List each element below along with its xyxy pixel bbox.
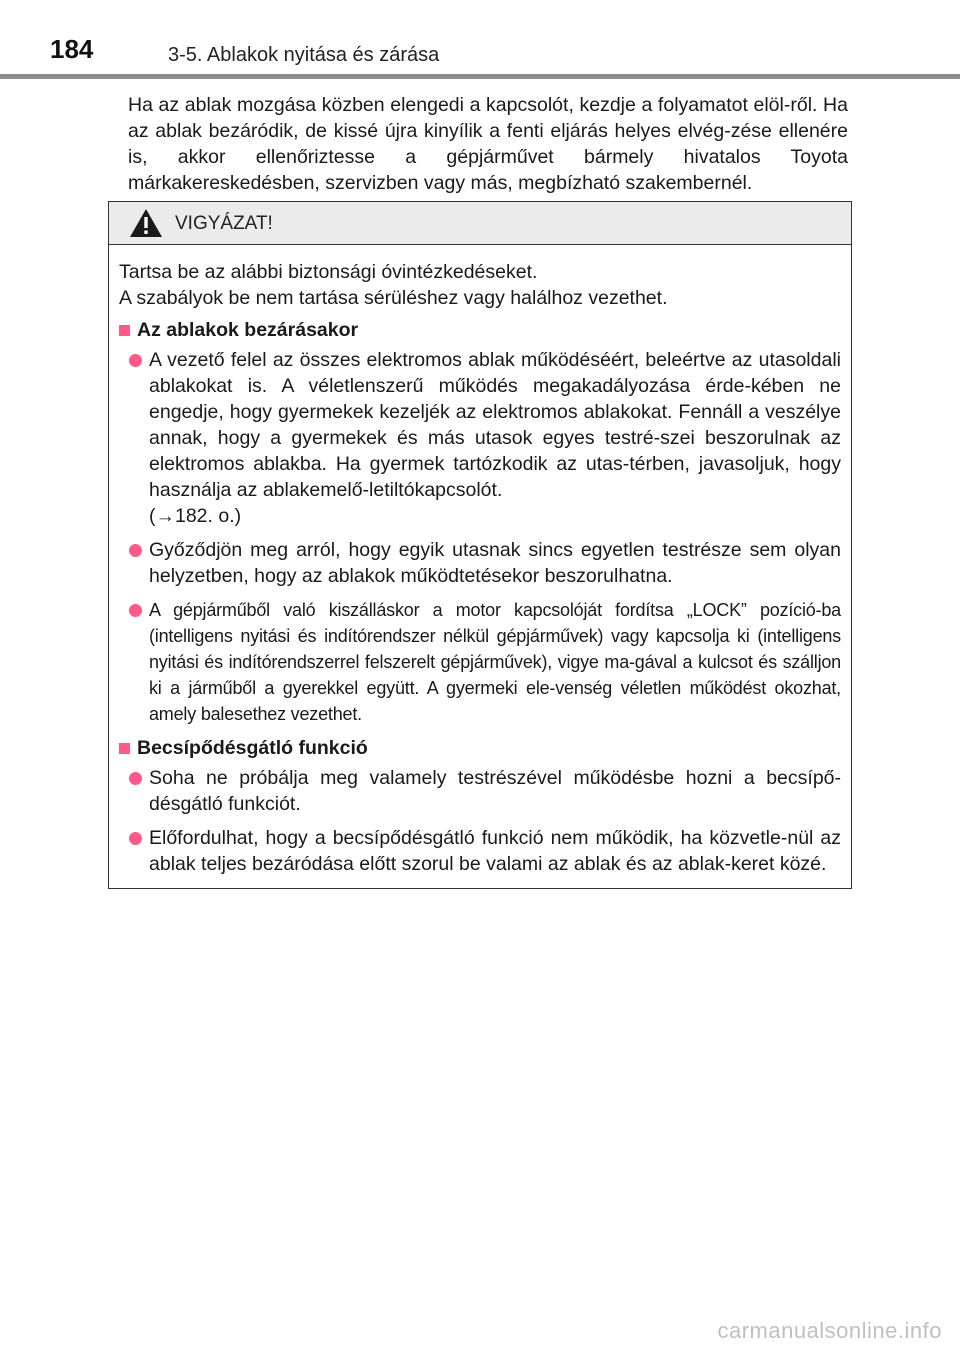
list-item-text: Győződjön meg arról, hogy egyik utasnak sincs egyetlen testrésze sem olyan helyzetben, hogy az ablakok működtetésekor beszorulhatna. bbox=[149, 539, 841, 587]
list-item bbox=[119, 825, 841, 877]
warning-box bbox=[108, 201, 852, 889]
list-item-text: A vezető felel az összes elektromos ablak működéséért, beleértve az utasoldali ablakokat is. A véletlenszerű működés megakadályozása érde-kében ne engedje, hogy gyermekek kezeljék az elektromos ablakokat. Fennáll a veszélye annak, hogy a gyermekek és más utasok egyes testré-szei beszorulnak az elektromos ablakba. Ha gyermek tartózkodik az utas-térben, javasoljuk, hogy használja az ablakemelő-letiltókapcsolót. bbox=[149, 349, 841, 501]
warning-header bbox=[109, 202, 851, 245]
section-heading bbox=[119, 317, 841, 343]
list-item bbox=[119, 537, 841, 589]
warning-title: VIGYÁZAT! bbox=[175, 213, 273, 234]
section-heading bbox=[119, 735, 841, 761]
round-bullet-icon bbox=[129, 832, 142, 845]
list-item bbox=[119, 347, 841, 529]
round-bullet-icon bbox=[129, 604, 142, 617]
section-title: 3-5. Ablakok nyitása és zárása bbox=[168, 44, 440, 66]
square-bullet-icon bbox=[119, 325, 130, 336]
warning-intro-line: Tartsa be az alábbi biztonsági óvintézkedéseket. bbox=[119, 261, 538, 283]
section-heading-text: Az ablakok bezárásakor bbox=[137, 319, 359, 341]
page-reference: (→182. o.) bbox=[149, 505, 242, 527]
watermark: carmanualsonline.info bbox=[717, 1318, 942, 1343]
page-number: 184 bbox=[50, 34, 94, 64]
round-bullet-icon bbox=[129, 354, 142, 367]
list-item bbox=[119, 765, 841, 817]
list-item bbox=[119, 597, 841, 727]
round-bullet-icon bbox=[129, 544, 142, 557]
section-heading-text: Becsípődésgátló funkció bbox=[137, 737, 368, 759]
warning-triangle-icon bbox=[129, 208, 163, 238]
list-item-text: A gépjárműből való kiszálláskor a motor kapcsolóját fordítsa „LOCK” pozíció-ba (intelligens nyitási és indítórendszer nélkül gépjárművek) vagy kapcsolja ki (intelligens nyitási és indítórendszerrel felszerelt gépjárművek), vigye ma-gával a kulcsot és szálljon ki a járműből a gyerekkel együtt. A gyermeki ele-venség véletlen működést okozhat, amely balesethez vezethet. bbox=[149, 600, 841, 724]
header-rule bbox=[0, 74, 960, 79]
intro-paragraph: Ha az ablak mozgása közben elengedi a kapcsolót, kezdje a folyamatot elöl-ről. Ha az ablak bezáródik, de kissé újra kinyílik a fenti eljárás helyes elvég-zése ellenére is, akkor ellenőriztesse a gépjárművet bármely hivatalos Toyota márkakereskedésben, szervizben vagy más, megbízható szakembernél. bbox=[128, 94, 848, 194]
list-item-text: Előfordulhat, hogy a becsípődésgátló funkció nem működik, ha közvetle-nül az ablak teljes bezáródása előtt szorul be valami az ablak és az ablak-keret közé. bbox=[149, 827, 841, 875]
warning-intro-line: A szabályok be nem tartása sérüléshez vagy halálhoz vezethet. bbox=[119, 287, 668, 309]
warning-section bbox=[119, 317, 841, 727]
warning-section bbox=[119, 735, 841, 877]
list-item-text: Soha ne próbálja meg valamely testrészével működésbe hozni a becsípő-désgátló funkciót. bbox=[149, 767, 841, 815]
round-bullet-icon bbox=[129, 772, 142, 785]
warning-body bbox=[109, 245, 851, 877]
square-bullet-icon bbox=[119, 743, 130, 754]
